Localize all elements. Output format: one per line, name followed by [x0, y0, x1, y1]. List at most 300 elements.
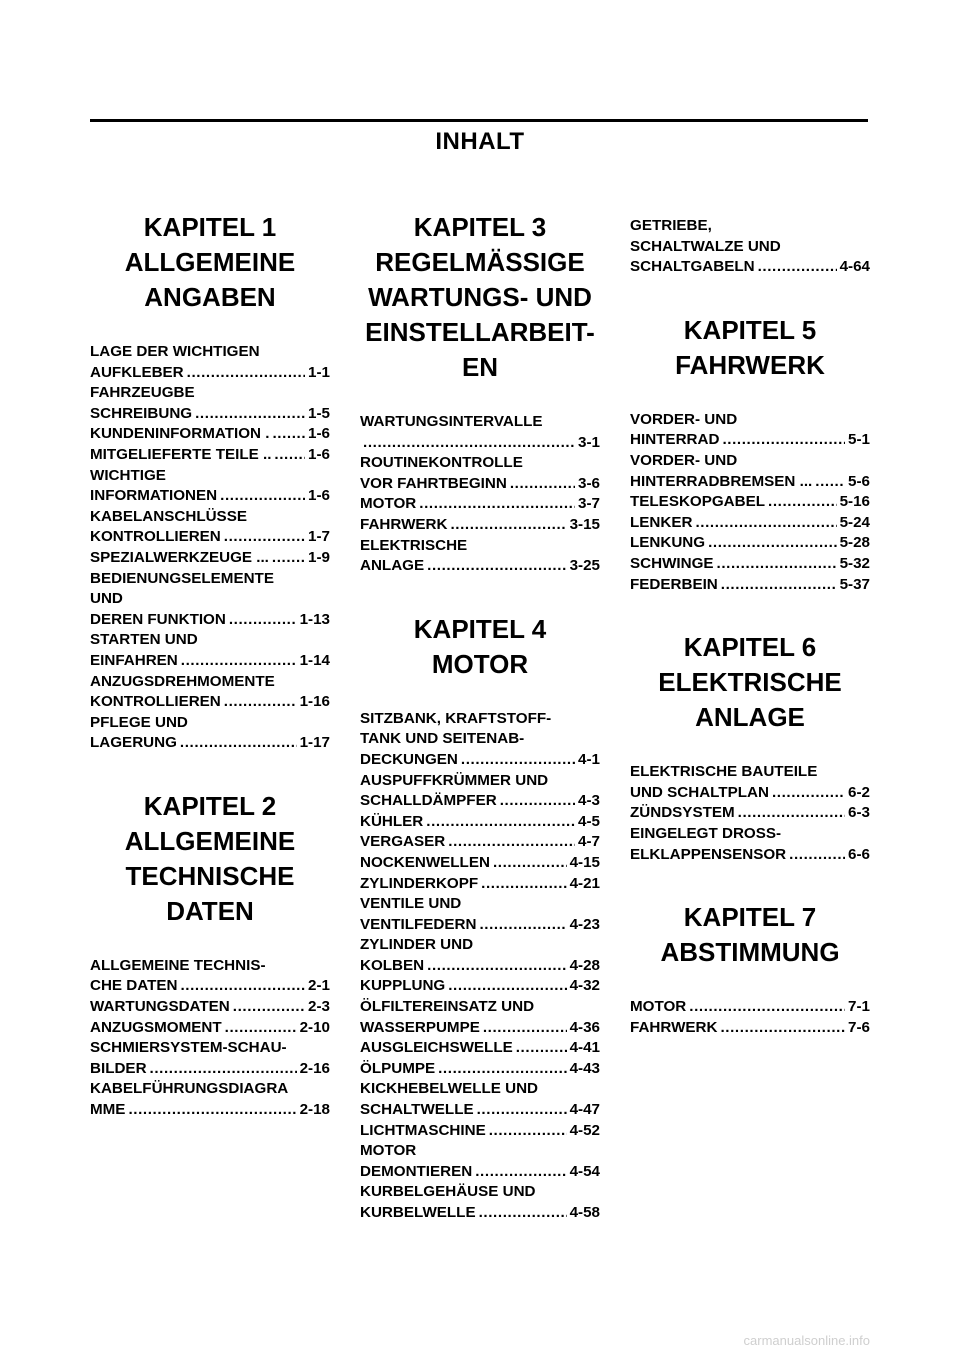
toc-leader-dots: [224, 527, 305, 548]
toc-entry[interactable]: [360, 1121, 600, 1142]
toc-entry-title: ANLAGE: [360, 557, 425, 575]
toc-entry[interactable]: [90, 445, 330, 466]
toc-leader-dots: [419, 494, 575, 515]
chapter-heading-line: FAHRWERK: [675, 349, 825, 380]
toc-entry[interactable]: [90, 342, 330, 383]
toc-entry-line: [630, 410, 870, 431]
toc-entry[interactable]: [360, 453, 600, 494]
toc-entry-title: ROUTINEKONTROLLE: [360, 454, 523, 472]
toc-entry-line: [90, 630, 330, 651]
toc-page-number: 1-6: [308, 425, 330, 443]
toc-entry-title: MOTOR: [630, 998, 687, 1016]
toc-entry-title: MOTOR: [360, 1142, 417, 1160]
toc-leader-dots: [450, 515, 566, 536]
toc-page-number: 1-5: [308, 404, 330, 422]
toc-entry[interactable]: [360, 853, 600, 874]
toc-entry-title: VENTILE UND: [360, 895, 462, 913]
toc-entry-line: [630, 492, 870, 513]
toc-page-number: 4-1: [578, 750, 600, 768]
toc-entry-title: FAHRZEUGBE: [90, 384, 195, 402]
toc-leader-dots: [815, 472, 845, 493]
toc-entry[interactable]: [360, 997, 600, 1038]
toc-entry[interactable]: [90, 1038, 330, 1079]
toc-page-number: 1-6: [308, 445, 330, 463]
toc-entry-line: [360, 1141, 600, 1162]
toc-leader-dots: [738, 803, 845, 824]
chapter-heading-line: WARTUNGS- UND: [368, 282, 592, 312]
toc-entry-line: [90, 507, 330, 528]
toc-entry[interactable]: [360, 515, 600, 536]
toc-entry-title: CHE DATEN: [90, 977, 178, 995]
toc-leader-dots: [180, 733, 297, 754]
toc-entry-line: [90, 956, 330, 977]
toc-entry-title: KÜHLER: [360, 812, 424, 830]
toc-leader-dots: [789, 845, 845, 866]
toc-entry[interactable]: [630, 1018, 870, 1039]
toc-leader-dots: [225, 1018, 297, 1039]
toc-entry-title: SCHALTWELLE: [360, 1101, 474, 1119]
toc-entry-title: FAHRWERK: [630, 1018, 718, 1036]
chapter-heading: [90, 789, 330, 929]
toc-entry[interactable]: [90, 713, 330, 754]
toc-leader-dots: [758, 257, 837, 278]
toc-column-1: [90, 210, 330, 1121]
toc-entry[interactable]: [630, 554, 870, 575]
toc-page-number: 1-9: [308, 548, 330, 566]
toc-entry-title: KONTROLLIEREN: [90, 693, 221, 711]
toc-entry-title: LICHTMASCHINE: [360, 1121, 486, 1139]
toc-page-number: 2-16: [299, 1059, 330, 1077]
toc-column-2: [360, 210, 600, 1224]
toc-page-number: 4-43: [569, 1059, 600, 1077]
toc-entry-line: [360, 874, 600, 895]
toc-entry-line: [630, 451, 870, 472]
toc-page-number: 6-6: [848, 845, 870, 863]
toc-entry-line: [630, 824, 870, 845]
toc-entry-title: KURBELWELLE: [360, 1204, 476, 1221]
toc-entry-title: SCHREIBUNG: [90, 404, 193, 422]
toc-entry-line: [90, 1059, 330, 1080]
toc-page-number: 6-2: [848, 783, 870, 801]
toc-leader-dots: [721, 575, 837, 596]
toc-entry[interactable]: [90, 424, 330, 445]
toc-entry-title: UND: [90, 590, 123, 608]
toc-entry-title: AUSGLEICHSWELLE: [360, 1039, 513, 1057]
toc-entry-line: [630, 513, 870, 534]
toc-entry-title: LENKER: [630, 513, 693, 531]
toc-entry-line: [630, 533, 870, 554]
toc-entry-title: KICKHEBELWELLE UND: [360, 1080, 539, 1098]
toc-entry[interactable]: [90, 997, 330, 1018]
toc-entry[interactable]: [630, 410, 870, 451]
toc-page-number: 4-23: [569, 915, 600, 933]
toc-leader-dots: [272, 548, 305, 569]
toc-entry[interactable]: [360, 894, 600, 935]
chapter-heading-line: KAPITEL 1: [143, 212, 277, 242]
toc-leader-dots: [448, 976, 566, 997]
toc-leader-dots: [274, 445, 305, 466]
toc-entry-title: KURBELGEHÄUSE UND: [360, 1183, 536, 1201]
toc-page-number: 4-28: [569, 956, 600, 974]
toc-entry[interactable]: [360, 412, 600, 453]
toc-page-number: 5-32: [839, 554, 870, 572]
toc-leader-dots: [493, 853, 567, 874]
toc-entry[interactable]: [90, 383, 330, 424]
toc-leader-dots: [233, 997, 305, 1018]
toc-page-number: 5-24: [839, 513, 870, 531]
toc-entry-line: [90, 548, 330, 569]
toc-entry-line: [360, 812, 600, 833]
toc-leader-dots: [180, 976, 305, 997]
toc-entry[interactable]: [360, 832, 600, 853]
toc-entry[interactable]: [90, 1079, 330, 1120]
toc-leader-dots: [427, 956, 566, 977]
toc-entry-title: ZÜNDSYSTEM: [630, 804, 735, 822]
toc-entry-title: WARTUNGSINTERVALLE: [360, 413, 543, 430]
chapter-heading-line: KAPITEL 6: [683, 632, 817, 663]
toc-entry-title: SCHWINGE: [630, 554, 714, 572]
toc-entry-line: [90, 733, 330, 754]
toc-leader-dots: [224, 692, 297, 713]
toc-entry-line: [90, 527, 330, 548]
toc-entry-line: [630, 575, 870, 596]
toc-page-number: 4-5: [578, 812, 600, 830]
toc-leader-dots: [708, 533, 837, 554]
toc-page-number: 3-1: [578, 433, 600, 451]
toc-entry[interactable]: [90, 569, 330, 631]
toc-leader-dots: [195, 404, 305, 425]
toc-entry-title: KABELANSCHLÜSSE: [90, 507, 247, 525]
toc-entry-title: ELEKTRISCHE BAUTEILE: [630, 763, 818, 781]
chapter-heading: [630, 630, 870, 735]
toc-entry-title: FEDERBEIN: [630, 575, 718, 593]
toc-entry[interactable]: [360, 709, 600, 771]
toc-entry[interactable]: [630, 575, 870, 596]
toc-entry-title: ANZUGSMOMENT: [90, 1018, 222, 1036]
toc-page-number: 4-15: [569, 853, 600, 871]
toc-entry-line: [360, 433, 600, 454]
toc-entry-line: [360, 935, 600, 956]
toc-entry-title: VENTILFEDERN: [360, 915, 477, 933]
toc-entry-title: VOR FAHRTBEGINN: [360, 474, 507, 492]
toc-entry-line: [360, 709, 600, 730]
toc-entry-title: INFORMATIONEN: [90, 487, 218, 505]
toc-entry-line: [90, 589, 330, 610]
toc-entry-line: [630, 1018, 870, 1039]
chapter-heading-line: TECHNISCHE: [125, 860, 295, 891]
toc-entry[interactable]: [360, 935, 600, 976]
toc-entry-line: [90, 1100, 330, 1121]
chapter-heading: [630, 313, 870, 383]
toc-entry-title: WASSERPUMPE: [360, 1018, 480, 1036]
toc-entry-line: [90, 404, 330, 425]
chapter-heading-line: ABSTIMMUNG: [660, 937, 840, 968]
toc-entry-title: WARTUNGSDATEN: [90, 998, 230, 1016]
toc-leader-dots: [426, 812, 575, 833]
toc-entry[interactable]: [630, 533, 870, 554]
toc-entry-line: [90, 486, 330, 507]
toc-entry[interactable]: [630, 513, 870, 534]
toc-page-number: 4-52: [569, 1121, 600, 1139]
toc-entry-title: STARTEN UND: [90, 631, 198, 649]
toc-entry-line: [90, 445, 330, 466]
toc-entry-line: [90, 713, 330, 734]
toc-entry[interactable]: [360, 976, 600, 997]
toc-page-number: 5-6: [848, 472, 870, 490]
toc-entry[interactable]: [360, 1079, 600, 1120]
toc-entry-line: [360, 791, 600, 812]
toc-entry-title: KOLBEN: [360, 956, 425, 974]
toc-entry-title: WICHTIGE: [90, 466, 166, 484]
toc-page-number: 7-1: [848, 998, 870, 1016]
toc-leader-dots: [479, 1203, 567, 1224]
toc-entry[interactable]: [90, 672, 330, 713]
toc-entry-line: [90, 466, 330, 487]
toc-entry-title: ANZUGSDREHMOMENTE: [90, 672, 275, 690]
toc-entry-list: [360, 412, 600, 577]
toc-leader-dots: [772, 783, 845, 804]
toc-entry[interactable]: [630, 997, 870, 1018]
toc-page-number: 1-7: [308, 528, 330, 546]
toc-leader-dots: [722, 430, 845, 451]
toc-entry-line: [360, 956, 600, 977]
toc-page-number: 4-3: [578, 792, 600, 810]
toc-page-number: 2-10: [299, 1018, 330, 1036]
toc-entry-title: DEMONTIEREN: [360, 1162, 473, 1180]
toc-entry-title: ZYLINDER UND: [360, 936, 474, 954]
toc-entry[interactable]: [360, 874, 600, 895]
toc-page-number: 1-17: [299, 734, 330, 752]
toc-entry-line: [630, 430, 870, 451]
toc-leader-dots: [717, 554, 837, 575]
toc-entry-list: [630, 216, 870, 278]
toc-entry[interactable]: [90, 956, 330, 997]
toc-entry-list: [630, 762, 870, 865]
toc-leader-dots: [150, 1059, 297, 1080]
toc-entry-title: SCHALLDÄMPFER: [360, 792, 497, 810]
page-title: INHALT: [435, 128, 525, 155]
toc-page-number: 3-7: [578, 495, 600, 513]
toc-leader-dots: [489, 1121, 567, 1142]
chapter-heading-line: ANGABEN: [144, 282, 276, 312]
toc-leader-dots: [695, 513, 836, 534]
toc-leader-dots: [220, 486, 305, 507]
toc-entry-line: [630, 216, 870, 237]
toc-entry-title: ÖLFILTEREINSATZ UND: [360, 998, 535, 1016]
toc-leader-dots: [128, 1100, 296, 1121]
toc-entry-line: [360, 771, 600, 792]
toc-entry-title: ELEKTRISCHE: [360, 536, 468, 554]
toc-leader-dots: [448, 832, 575, 853]
toc-entry[interactable]: [360, 494, 600, 515]
toc-entry-line: [90, 424, 330, 445]
toc-entry-title: SCHALTGABELN: [630, 258, 755, 276]
toc-leader-dots: [187, 363, 305, 384]
toc-entry-line: [630, 237, 870, 258]
toc-entry-title: GETRIEBE,: [630, 217, 712, 234]
toc-leader-dots: [363, 433, 575, 454]
toc-leader-dots: [181, 651, 297, 672]
toc-entry[interactable]: [630, 824, 870, 865]
toc-leader-dots: [720, 1018, 845, 1039]
toc-entry-line: [360, 853, 600, 874]
chapter-heading-line: ALLGEMEINE: [124, 247, 296, 277]
toc-entry-title: AUFKLEBER: [90, 363, 184, 381]
toc-entry[interactable]: [360, 812, 600, 833]
chapter-heading-line: EN: [461, 352, 499, 382]
toc-entry[interactable]: [90, 548, 330, 569]
toc-leader-dots: [272, 424, 305, 445]
toc-entry[interactable]: [90, 507, 330, 548]
toc-entry-title: KONTROLLIEREN: [90, 528, 221, 546]
toc-entry-title: DEREN FUNKTION: [90, 610, 226, 628]
toc-entry-title: MME: [90, 1101, 126, 1119]
toc-page-number: 5-1: [848, 431, 870, 449]
toc-entry[interactable]: [90, 630, 330, 671]
chapter-heading-line: KAPITEL 2: [143, 790, 277, 821]
toc-entry-title: TELESKOPGABEL: [630, 493, 766, 511]
toc-entry-line: [90, 976, 330, 997]
toc-entry-line: [630, 762, 870, 783]
toc-page-number: 2-3: [308, 998, 330, 1016]
toc-leader-dots: [477, 1100, 567, 1121]
toc-page-number: 4-7: [578, 833, 600, 851]
toc-entry-line: [360, 915, 600, 936]
toc-entry-line: [90, 342, 330, 363]
toc-entry-title: HINTERRAD: [630, 431, 720, 449]
toc-entry-line: [630, 554, 870, 575]
toc-column-3: [630, 216, 870, 1038]
toc-entry-line: [360, 894, 600, 915]
toc-leader-dots: [768, 492, 837, 513]
toc-entry[interactable]: [630, 216, 870, 278]
toc-entry-line: [360, 494, 600, 515]
toc-entry-title: BEDIENUNGSELEMENTE: [90, 569, 274, 587]
toc-entry[interactable]: [630, 762, 870, 803]
toc-entry-title: EINFAHREN: [90, 651, 178, 669]
toc-entry-line: [360, 1059, 600, 1080]
toc-page-number: 4-58: [569, 1204, 600, 1221]
toc-entry[interactable]: [630, 451, 870, 492]
toc-leader-dots: [427, 556, 566, 577]
toc-entry-title: SCHMIERSYSTEM-SCHAU-: [90, 1039, 287, 1057]
chapter-heading-line: REGELMÄSSIGE: [375, 247, 585, 277]
toc-entry-title: FAHRWERK: [360, 515, 448, 533]
toc-entry[interactable]: [360, 1059, 600, 1080]
toc-entry-line: [90, 1079, 330, 1100]
toc-page-number: 3-15: [569, 515, 600, 533]
toc-entry-title: HINTERRADBREMSEN ...: [630, 472, 813, 490]
toc-entry-title: KUNDENINFORMATION .: [90, 425, 270, 443]
toc-entry-line: [90, 692, 330, 713]
toc-page-number: 1-16: [299, 693, 330, 711]
toc-leader-dots: [481, 874, 566, 895]
toc-entry-title: KUPPLUNG: [360, 977, 446, 995]
toc-entry[interactable]: [360, 536, 600, 577]
toc-page-number: 3-6: [578, 474, 600, 492]
chapter-heading: [630, 900, 870, 970]
toc-page-number: 4-41: [569, 1039, 600, 1057]
toc-entry-line: [360, 1182, 600, 1203]
toc-leader-dots: [483, 1018, 567, 1039]
toc-page-number: 5-37: [839, 575, 870, 593]
toc-page-number: 4-47: [569, 1101, 600, 1119]
toc-entry-line: [90, 610, 330, 631]
toc-entry-line: [360, 536, 600, 557]
toc-entry-line: [360, 1038, 600, 1059]
toc-entry-line: [90, 363, 330, 384]
toc-entry-list: [90, 956, 330, 1121]
toc-entry-title: KABELFÜHRUNGSDIAGRA: [90, 1080, 289, 1098]
toc-leader-dots: [229, 610, 297, 631]
toc-entry-title: AUSPUFFKRÜMMER UND: [360, 771, 549, 789]
chapter-heading: [90, 210, 330, 315]
toc-page-number: 2-18: [299, 1101, 330, 1119]
chapter-heading-line: KAPITEL 4: [413, 613, 547, 644]
toc-entry-title: SCHALTWALZE UND: [630, 237, 781, 255]
toc-entry-line: [360, 832, 600, 853]
toc-entry[interactable]: [360, 1038, 600, 1059]
chapter-heading-line: EINSTELLARBEIT-: [365, 317, 595, 347]
toc-page-number: 3-25: [569, 557, 600, 575]
toc-entry-title: ELKLAPPENSENSOR: [630, 845, 787, 863]
toc-entry-title: ÖLPUMPE: [360, 1059, 436, 1077]
toc-page-number: 7-6: [848, 1018, 870, 1036]
chapter-heading-line: ELEKTRISCHE: [658, 667, 842, 698]
chapter-heading-line: KAPITEL 5: [683, 314, 817, 345]
toc-page-number: 4-32: [569, 977, 600, 995]
toc-entry-title: ZYLINDERKOPF: [360, 874, 479, 892]
toc-entry-title: EINGELEGT DROSS-: [630, 824, 782, 842]
toc-entry[interactable]: [90, 1018, 330, 1039]
toc-page-number: 4-21: [569, 874, 600, 892]
toc-leader-dots: [461, 750, 575, 771]
toc-entry-title: LAGERUNG: [90, 734, 177, 752]
toc-entry-title: MOTOR: [360, 495, 417, 513]
toc-entry-title: NOCKENWELLEN: [360, 853, 490, 871]
toc-page-number: 1-14: [299, 651, 330, 669]
toc-entry-line: [360, 412, 600, 433]
toc-leader-dots: [479, 915, 566, 936]
toc-page-number: 1-1: [308, 363, 330, 381]
toc-entry[interactable]: [360, 771, 600, 812]
toc-entry[interactable]: [630, 803, 870, 824]
toc-entry-title: VORDER- UND: [630, 451, 738, 469]
toc-entry-title: SITZBANK, KRAFTSTOFF-: [360, 709, 552, 727]
toc-entry-line: [360, 1018, 600, 1039]
toc-entry-line: [630, 997, 870, 1018]
toc-entry[interactable]: [90, 466, 330, 507]
toc-entry-line: [360, 474, 600, 495]
toc-leader-dots: [689, 997, 845, 1018]
toc-page-number: 1-13: [299, 610, 330, 628]
toc-entry-title: DECKUNGEN: [360, 750, 458, 768]
toc-entry-list: [630, 997, 870, 1038]
toc-entry[interactable]: [360, 1141, 600, 1182]
toc-entry-line: [360, 1203, 600, 1224]
toc-entry-line: [360, 976, 600, 997]
toc-entry[interactable]: [630, 492, 870, 513]
toc-entry-line: [630, 783, 870, 804]
toc-page-number: 2-1: [308, 977, 330, 995]
toc-leader-dots: [516, 1038, 567, 1059]
toc-page-number: 4-54: [569, 1162, 600, 1180]
toc-entry-list: [630, 410, 870, 595]
toc-entry-line: [90, 569, 330, 590]
toc-page-number: 6-3: [848, 804, 870, 822]
toc-entry-title: PFLEGE UND: [90, 713, 188, 731]
toc-entry[interactable]: [360, 1182, 600, 1223]
